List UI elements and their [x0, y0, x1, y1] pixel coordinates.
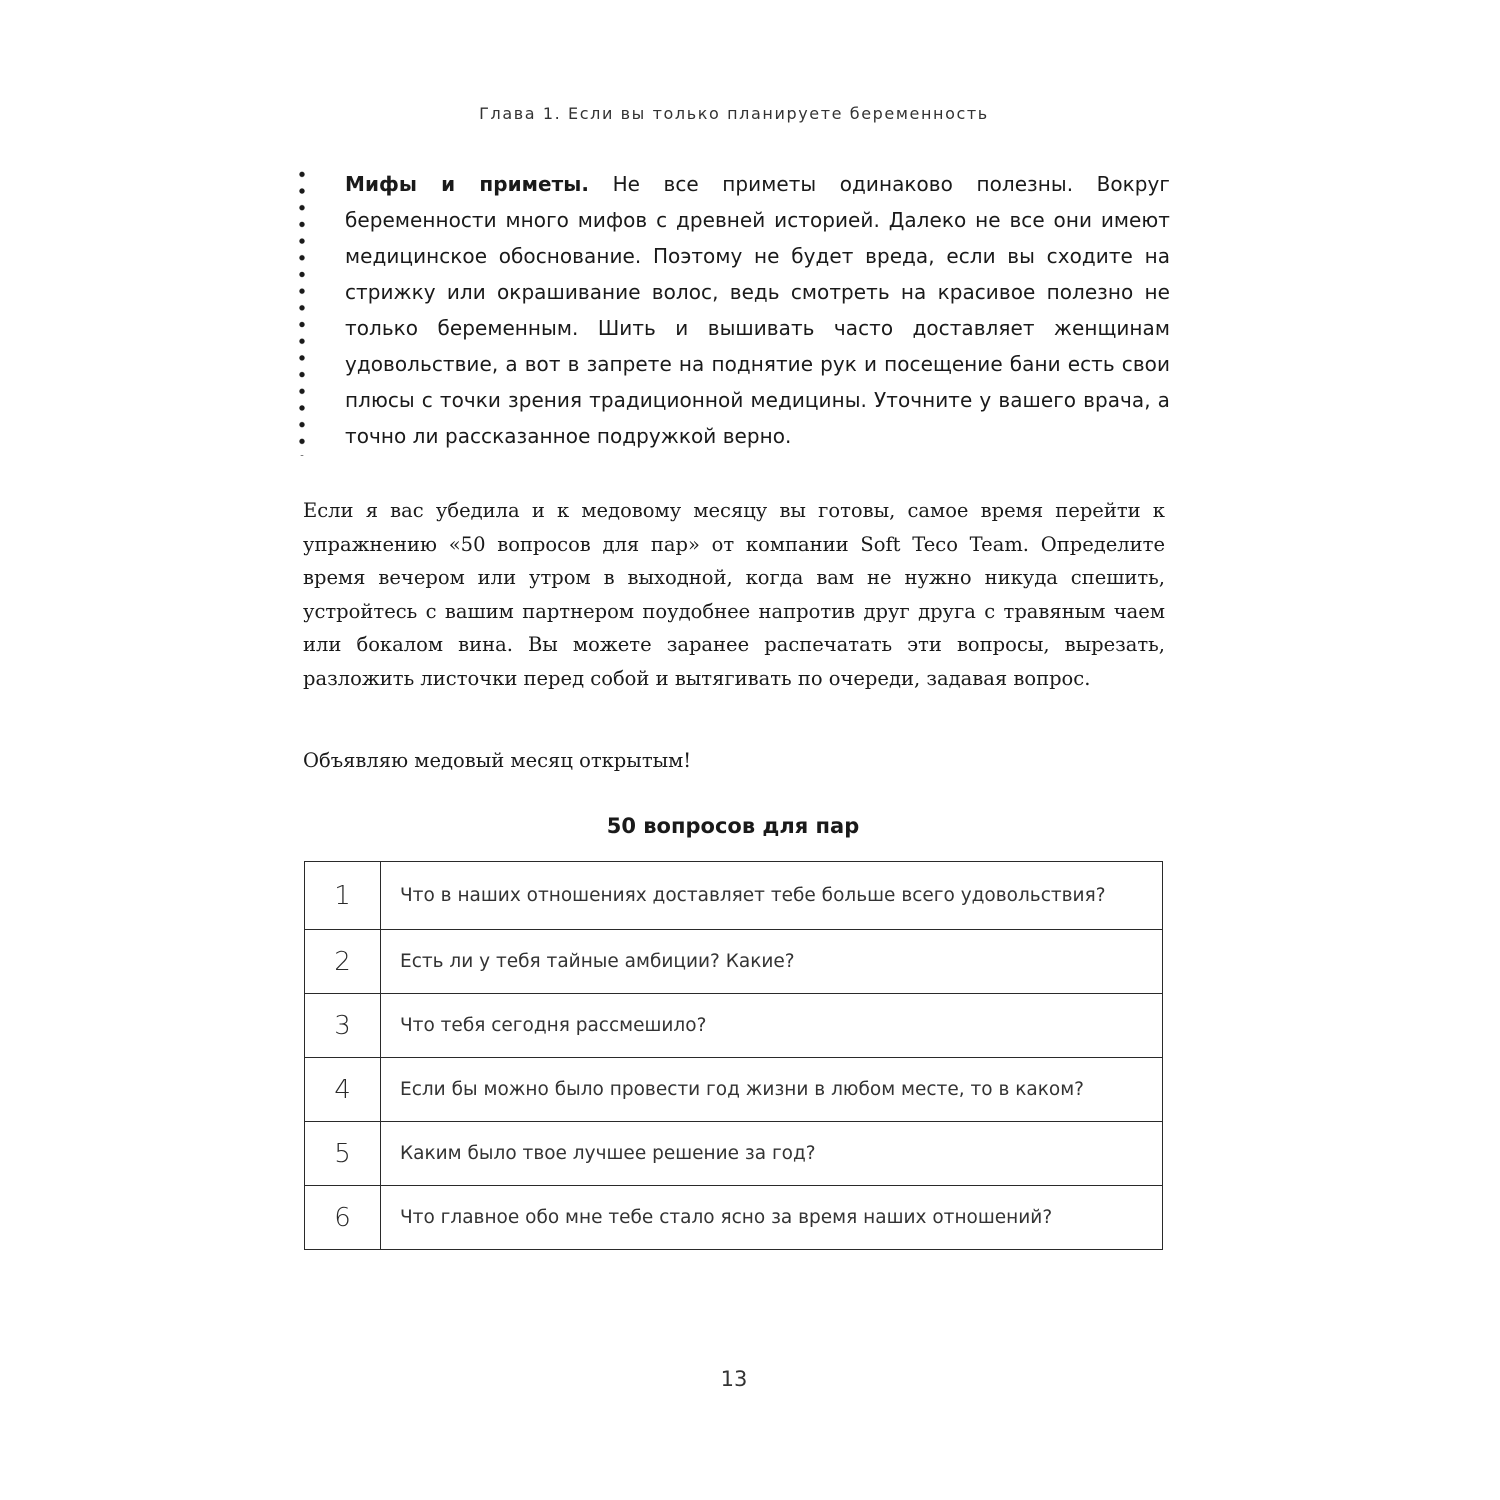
- body-paragraph-1: Если я вас убедила и к медовому месяцу вы готовы, самое время перейти к упражнению «50 вопросов для пар» от компании Soft Teco Team. Определите время вечером или утром в выходной, когда вам не нужно никуда спешить, устройтесь с вашим партнером поудобнее напротив друг друга с травяным чаем или бокалом вина. Вы можете заранее распечатать эти вопросы, вырезать, разложить листочки перед собой и вытягивать по очереди, задавая вопрос.: [303, 499, 1165, 690]
- sidebar-lead: Мифы и приметы.: [345, 172, 590, 196]
- table-row: [305, 1122, 1163, 1186]
- sidebar-body: Не все приметы одинаково полезны. Вокруг беременности много мифов с древней историей. Далеко не все они имеют медицинское обоснование. Поэтому не будет вреда, если вы сходите на стрижку или окрашивание волос, ведь смотреть на красивое полезно не только беременным. Шить и вышивать часто доставляет женщинам удовольствие, а вот в запрете на поднятие рук и посещение бани есть свои плюсы с точки зрения традиционной медицины. Уточните у вашего врача, а точно ли рассказанное подружкой верно.: [345, 172, 1170, 448]
- table-row: [305, 930, 1163, 994]
- questions-table: [304, 861, 1163, 1250]
- page-number: 13: [720, 1367, 748, 1391]
- table-row: [305, 1186, 1163, 1250]
- question-text: Есть ли у тебя тайные амбиции? Какие?: [381, 930, 1163, 994]
- question-number: 2: [305, 930, 381, 994]
- question-text: Что главное обо мне тебе стало ясно за время наших отношений?: [381, 1186, 1163, 1250]
- table-row: [305, 1058, 1163, 1122]
- question-number: 3: [305, 994, 381, 1058]
- table-row: [305, 994, 1163, 1058]
- myths-sidebar: [290, 166, 1180, 456]
- question-text: Что тебя сегодня рассмешило?: [381, 994, 1163, 1058]
- question-text: Каким было твое лучшее решение за год?: [381, 1122, 1163, 1186]
- question-text: Что в наших отношениях доставляет тебе больше всего удовольствия?: [381, 862, 1163, 930]
- question-number: 5: [305, 1122, 381, 1186]
- question-text: Если бы можно было провести год жизни в любом месте, то в каком?: [381, 1058, 1163, 1122]
- table-title: 50 вопросов для пар: [606, 814, 860, 838]
- dotted-rule: [298, 166, 306, 456]
- running-header: Глава 1. Если вы только планируете беременность: [479, 104, 989, 123]
- sidebar-text: [345, 166, 1170, 454]
- question-number: 6: [305, 1186, 381, 1250]
- question-number: 1: [305, 862, 381, 930]
- body-paragraph-2: Объявляю медовый месяц открытым!: [303, 749, 692, 772]
- table-row: [305, 862, 1163, 930]
- question-number: 4: [305, 1058, 381, 1122]
